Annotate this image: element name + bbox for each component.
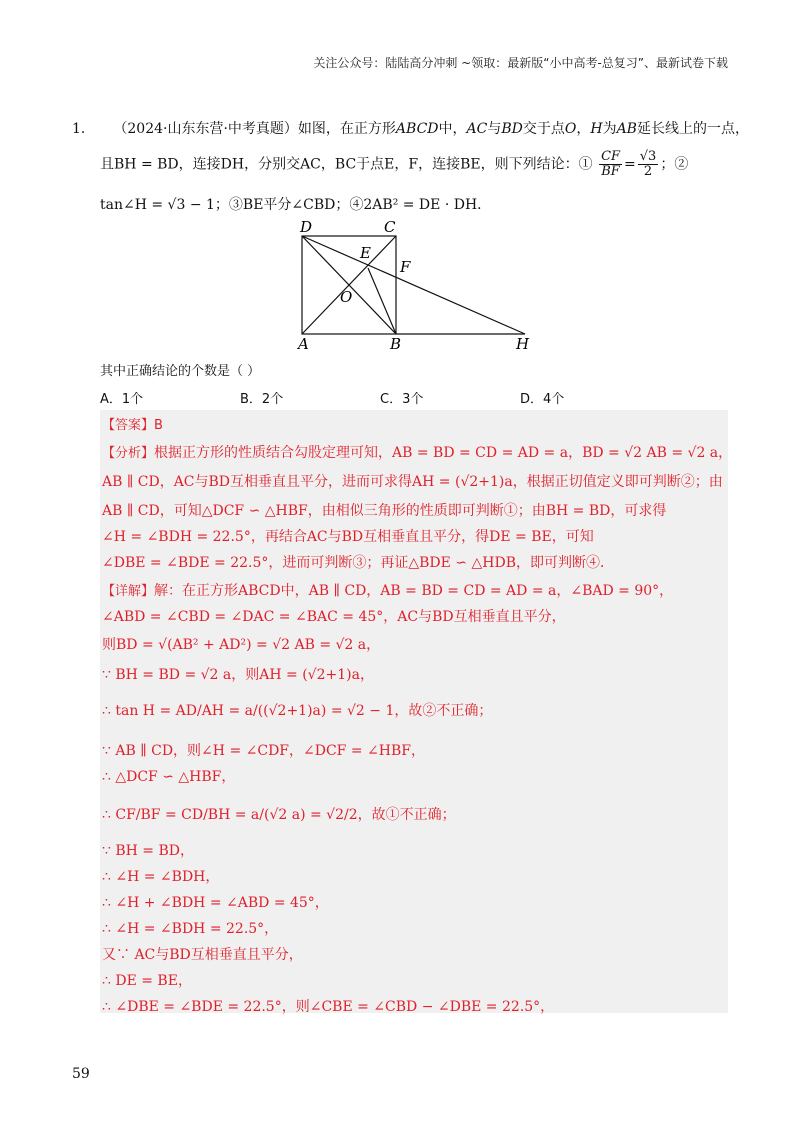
detail-line-14: ∴ DE = BE， [102, 973, 192, 989]
detail-line-1: 【详解】解：在正方形ABCD中，AB ∥ CD，AB = BD = CD = AD = a，∠BAD = 90°， [102, 583, 674, 599]
label-d: D [300, 218, 313, 236]
analysis-line-4: ∠H = ∠BDH = 22.5°，再结合AC与BD互相垂直且平分，得DE = BE，可知 [102, 529, 594, 545]
page-number: 59 [72, 1066, 90, 1082]
detail-line-3: 则BD = √(AB² + AD²) = √2 AB = √2 a， [102, 637, 381, 653]
page-header: 关注公众号：陆陆高分冲刺 ~领取：最新版“小中高考-总复习”、最新试卷下载 [313, 56, 728, 70]
detail-line-5: ∴ tan H = AD/AH = a/((√2+1)a) = √2 − 1，故②不正确； [102, 703, 493, 719]
detail-line-9: ∵ BH = BD， [102, 843, 194, 859]
detail-line-2: ∠ABD = ∠CBD = ∠DAC = ∠BAC = 45°，AC与BD互相垂直且平分， [102, 609, 566, 625]
fraction-cf-bf: $\frac{CF}{BF}$ [601, 149, 621, 179]
detail-line-13: 又∵ AC与BD互相垂直且平分， [102, 947, 303, 963]
label-c: C [384, 218, 396, 236]
detail-line-15: ∴ ∠DBE = ∠BDE = 22.5°，则∠CBE = ∠CBD − ∠DBE = 22.5°， [102, 999, 555, 1015]
answer-line: 【答案】B [102, 418, 163, 433]
detail-line-7: ∴ △DCF ∽ △HBF， [102, 769, 236, 785]
detail-line-12: ∴ ∠H = ∠BDH = 22.5°， [102, 921, 279, 937]
option-b[interactable]: B．2个 [240, 392, 284, 407]
analysis-line-2: AB ∥ CD，AC与BD互相垂直且平分，进而可求得AH = (√2+1)a，根据正切值定义即可判断②；由 [102, 474, 723, 490]
analysis-line-1: 【分析】根据正方形的性质结合勾股定理可知，AB = BD = CD = AD = a，BD = √2 AB = √2 a， [102, 445, 733, 461]
options [100, 388, 660, 407]
question-number: 1． [72, 121, 95, 137]
detail-line-4: ∵ BH = BD = √2 a，则AH = (√2+1)a， [102, 667, 374, 683]
option-a[interactable]: A．1个 [100, 392, 144, 407]
question-source: （2024·山东东营·中考真题）如图，在正方形 [113, 121, 396, 137]
question-line-1: 1． （2024·山东东营·中考真题）如图，在正方形ABCD中，AC与BD交于点O，H为AB延长线上的一点， [72, 121, 749, 137]
geometry-figure [290, 218, 540, 353]
detail-line-8: ∴ CF/BF = CD/BH = a/(√2 a) = √2/2，故①不正确； [102, 807, 456, 823]
line-dh [302, 236, 525, 334]
analysis-line-5: ∠DBE = ∠BDE = 22.5°，进而可判断③；再证△BDE ∽ △HDB，即可判断④． [102, 555, 614, 571]
analysis-line-3: AB ∥ CD，可知△DCF ∽ △HBF，由相似三角形的性质即可判断①；由BH = BD，可求得 [102, 503, 667, 519]
label-a: A [298, 335, 309, 353]
question-prompt: 其中正确结论的个数是（ ） [100, 364, 261, 379]
question-line-3: tan∠H = √3 − 1；③BE平分∠CBD；④2AB² = DE · DH． [100, 197, 492, 213]
detail-line-11: ∴ ∠H + ∠BDH = ∠ABD = 45°， [102, 895, 329, 911]
detail-line-6: ∵ AB ∥ CD，则∠H = ∠CDF，∠DCF = ∠HBF， [102, 743, 425, 759]
fraction-sqrt3-2: $\frac{√3}{2}$ [639, 149, 657, 179]
label-f: F [400, 258, 411, 276]
option-c[interactable]: C．3个 [380, 392, 424, 407]
line-be [368, 268, 396, 334]
question-line-2: 且BH = BD，连接DH，分别交AC，BC于点E，F，连接BE，则下列结论：① $\frac{CF}{BF}$ = $\frac{√3}{2}$ ；② [100, 149, 689, 179]
option-d[interactable]: D．4个 [520, 392, 565, 407]
label-h: H [516, 335, 530, 353]
label-o: O [340, 288, 353, 306]
label-b: B [390, 335, 402, 353]
detail-line-10: ∴ ∠H = ∠BDH， [102, 869, 220, 885]
label-e: E [360, 244, 371, 262]
